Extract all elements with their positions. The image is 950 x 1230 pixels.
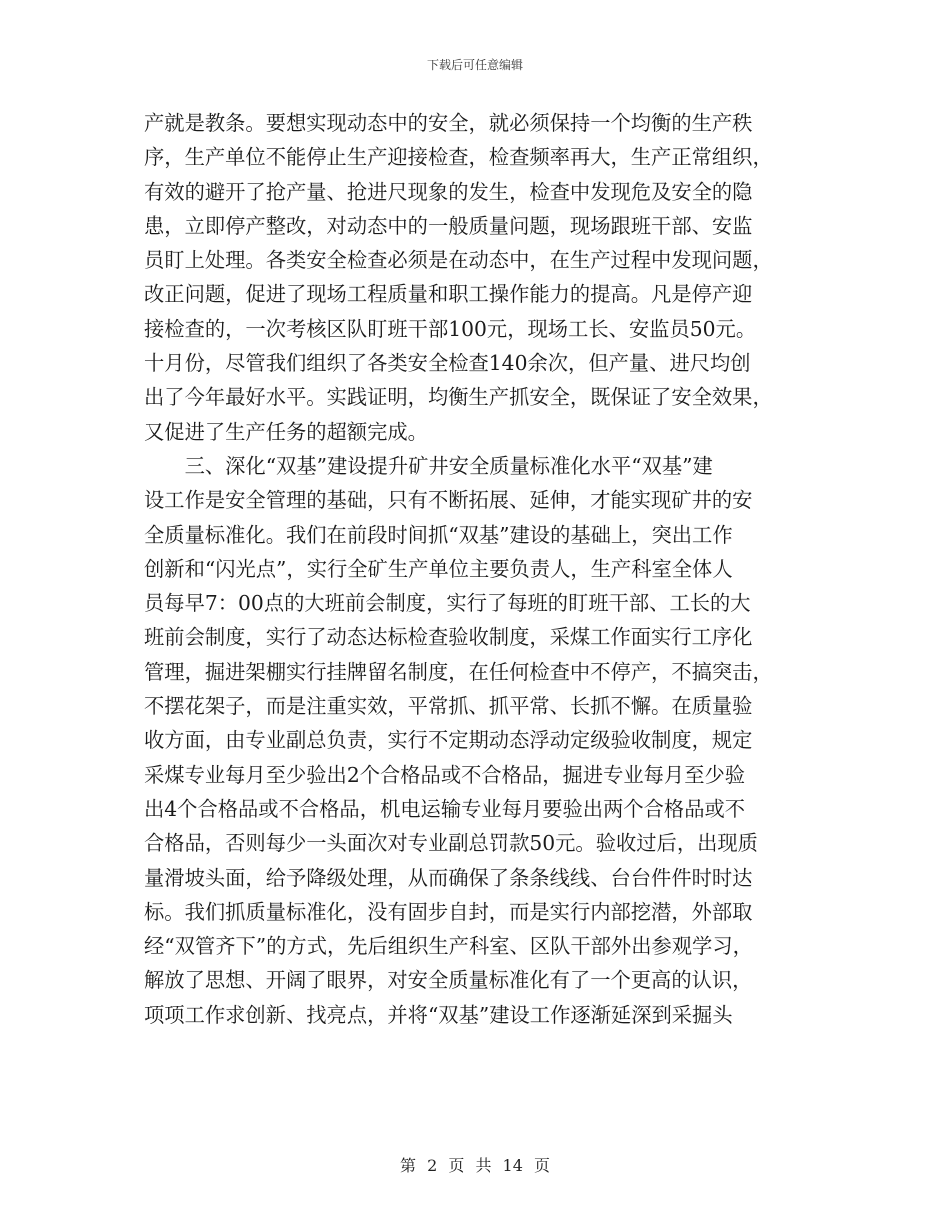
text-line: 接检查的，一次考核区队盯班干部100元，现场工长、安监员50元。 [144,316,757,341]
page-header: 下载后可任意编辑 [426,58,523,72]
text-line: 不摆花架子，而是注重实效，平常抓、抓平常、长抓不懈。在质量验 [144,694,753,719]
text-line: 改正问题，促进了现场工程质量和职工操作能力的提高。凡是停产迎 [144,282,753,307]
text-line: 出4个合格品或不合格品，机电运输专业每月要验出两个合格品或不 [144,796,746,821]
text-line: 创新和“闪光点”，实行全矿生产单位主要负责人，生产科室全体人 [144,556,733,581]
text-line: 出了今年最好水平。实践证明，均衡生产抓安全，既保证了安全效果， [144,385,773,410]
text-line: 三、深化“双基”建设提升矿井安全质量标准化水平“双基”建 [144,453,713,478]
text-line: 经“双管齐下”的方式，先后组织生产科室、区队干部外出参观学习， [144,934,753,959]
page-footer: 第 2 页 共 14 页 [400,1156,550,1175]
text-line: 班前会制度，实行了动态达标检查验收制度，采煤工作面实行工序化 [144,625,753,650]
text-line: 员每早7：00点的大班前会制度，实行了每班的盯班干部、工长的大 [144,591,751,616]
text-line: 量滑坡头面，给予降级处理，从而确保了条条线线、台台件件时时达 [144,865,753,890]
text-line: 序，生产单位不能停止生产迎接检查，检查频率再大，生产正常组织， [144,145,773,170]
text-line: 设工作是安全管理的基础，只有不断拓展、延伸，才能实现矿井的安 [144,488,753,513]
body-text [144,106,814,1032]
text-line: 有效的避开了抢产量、抢进尺现象的发生，检查中发现危及安全的隐 [144,179,753,204]
text-line: 员盯上处理。各类安全检查必须是在动态中，在生产过程中发现问题， [144,248,773,273]
text-line: 又促进了生产任务的超额完成。 [144,419,428,444]
text-line: 收方面，由专业副总负责，实行不定期动态浮动定级验收制度，规定 [144,728,753,753]
text-line: 解放了思想、开阔了眼界，对安全质量标准化有了一个更高的认识， [144,968,753,993]
text-line: 患，立即停产整改，对动态中的一般质量问题，现场跟班干部、安监 [144,213,753,238]
text-line: 标。我们抓质量标准化，没有固步自封，而是实行内部挖潜，外部取 [144,899,753,924]
text-line: 产就是教条。要想实现动态中的安全，就必须保持一个均衡的生产秩 [144,111,753,135]
text-line: 合格品，否则每少一头面次对专业副总罚款50元。验收过后，出现质 [144,831,758,856]
text-line: 十月份，尽管我们组织了各类安全检查140余次，但产量、进尺均创 [144,351,751,376]
text-line: 全质量标准化。我们在前段时间抓“双基”建设的基础上，突出工作 [144,522,733,547]
text-line: 管理，掘进架棚实行挂牌留名制度，在任何检查中不停产，不搞突击， [144,659,773,684]
text-line: 采煤专业每月至少验出2个合格品或不合格品，掘进专业每月至少验 [144,762,746,787]
text-line: 项项工作求创新、找亮点，并将“双基”建设工作逐渐延深到采掘头 [144,1002,733,1027]
